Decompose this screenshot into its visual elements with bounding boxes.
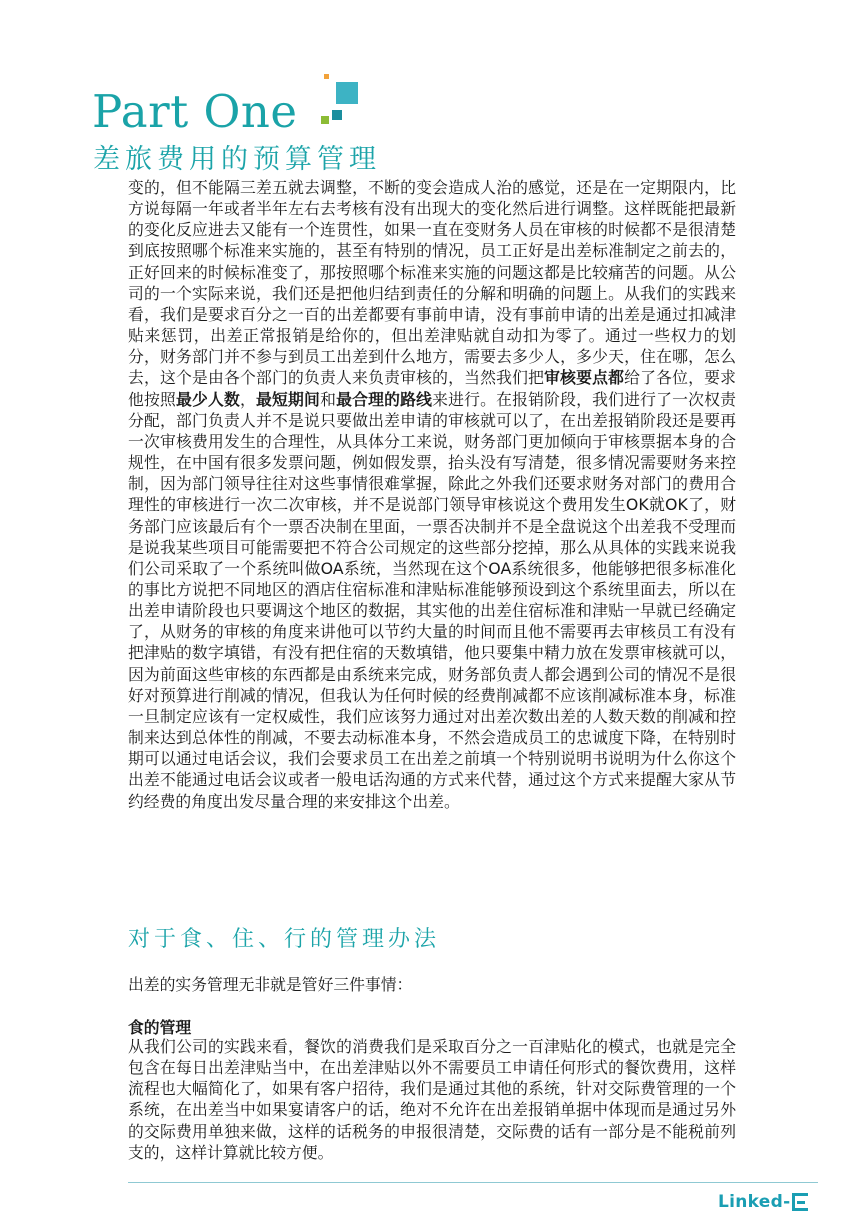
logo-f-mark-icon (792, 1193, 808, 1211)
logo-text: Linked- (718, 1192, 791, 1212)
deco-square-orange (324, 74, 329, 79)
deco-square-blue (336, 82, 358, 104)
footer-divider (128, 1182, 818, 1183)
deco-square-green (321, 116, 329, 124)
part-subtitle: 差旅费用的预算管理 (93, 144, 381, 175)
footer-logo (718, 1190, 808, 1214)
part-title: Part One (92, 85, 298, 138)
body-paragraph (128, 177, 736, 812)
body-text-2: 给了各位，要求他按照 (128, 368, 736, 409)
body-text-4: 和 (320, 389, 337, 409)
bold-best-route: 最合理的路线 (336, 389, 433, 409)
bold-min-people: 最少人数 (176, 389, 241, 409)
body-text-5: 来进行。在报销阶段，我们进行了一次权责分配，部门负责人并不是说只要做出差申请的审核就可以了，在出差报销阶段还是要再一次审核费用发生的合理性，从具体分工来说，财务部门更加倾向于审核票据本身的合规性，在中国有很多发票问题，例如假发票，抬头没有写清楚，很多情况需要财务来控制，因为部门领导往往对这些事情很难掌握，除此之外我们还要求财务对部门的费用合理性的审核进行一次二次审核，并不是说部门领导审核说这个费用发生OK就OK了，财务部门应该最后有个一票否决制在里面，一票否决制并不是全盘说这个出差我不受理而是说我某些项目可能需要把不符合公司规定的这些部分挖掉，那么从具体的实践来说我们公司采取了一个系统叫做OA系统，当然现在这个OA系统很多，他能够把很多标准化的事比方说把不同地区的酒店住宿标准和津贴标准能够预设到这个系统里面去，所以在出差申请阶段也只要调这个地区的数据，其实他的出差住宿标准和津贴一早就已经确定了，从财务的审核的角度来讲他可以节约大量的时间而且他不需要再去审核员工有没有把津贴的数字填错，有没有把住宿的天数填错，他只要集中精力放在发票审核就可以，因为前面这些审核的东西都是由系统来完成，财务部负责人都会遇到公司的情况不是很好对预算进行削减的情况，但我认为任何时候的经费削减都不应该削减标准本身，标准一旦制定应该有一定权威性，我们应该努力通过对出差次数出差的人数天数的削减和控制来达到总体性的削减，不要去动标准本身，不然会造成员工的忠诚度下降，在特别时期可以通过电话会议，我们会要求员工在出差之前填一个特别说明书说明为什么你这个出差不能通过电话会议或者一般电话沟通的方式来代替，通过这个方式来提醒大家从节约经费的角度出发尽量合理的来安排这个出差。 (128, 389, 736, 811)
bold-shortest-period: 最短期间 (256, 389, 321, 409)
deco-square-teal (332, 110, 342, 120)
body-text-1: 变的，但不能隔三差五就去调整，不断的变会造成人治的感觉，还是在一定期限内，比方说每隔一年或者半年左右去考核有没有出现大的变化然后进行调整。这样既能把最新的变化反应进去又能有一个连贯性，如果一直在变财务人员在审核的时候都不是很清楚到底按照哪个标准来实施的，甚至有特别的情况，员工正好是出差标准制定之前去的，正好回来的时候标准变了，那按照哪个标准来实施的问题这都是比较痛苦的问题。从公司的一个实际来说，我们还是把他归结到责任的分解和明确的问题上。从我们的实践来看，我们是要求百分之一百的出差都要有事前申请，没有事前申请的出差是通过扣减津贴来惩罚，出差正常报销是给你的，但出差津贴就自动扣为零了。通过一些权力的划分，财务部门并不参与到员工出差到什么地方，需要去多少人，多少天，住在哪，怎么去，这个是由各个部门的负责人来负责审核的，当然我们把 (128, 178, 736, 388)
bold-audit-points: 审核要点都 (544, 368, 625, 388)
food-paragraph: 从我们公司的实践来看，餐饮的消费我们是采取百分之一百津贴化的模式，也就是完全包含在每日出差津贴当中，在出差津贴以外不需要员工申请任何形式的餐饮费用，这样流程也大幅简化了，如果有客户招待，我们是通过其他的系统，针对交际费管理的一个系统，在出差当中如果宴请客户的话，绝对不允许在出差报销单据中体现而是通过另外的交际费用单独来做，这样的话税务的申报很清楚，交际费的话有一部分是不能税前列支的，这样计算就比较方便。 (128, 1037, 736, 1162)
food-heading: 食的管理 (128, 1018, 192, 1037)
section-title: 对于食、住、行的管理办法 (128, 927, 441, 952)
body-text-3: ， (240, 389, 257, 409)
section-intro: 出差的实务管理无非就是管好三件事情： (128, 975, 413, 994)
